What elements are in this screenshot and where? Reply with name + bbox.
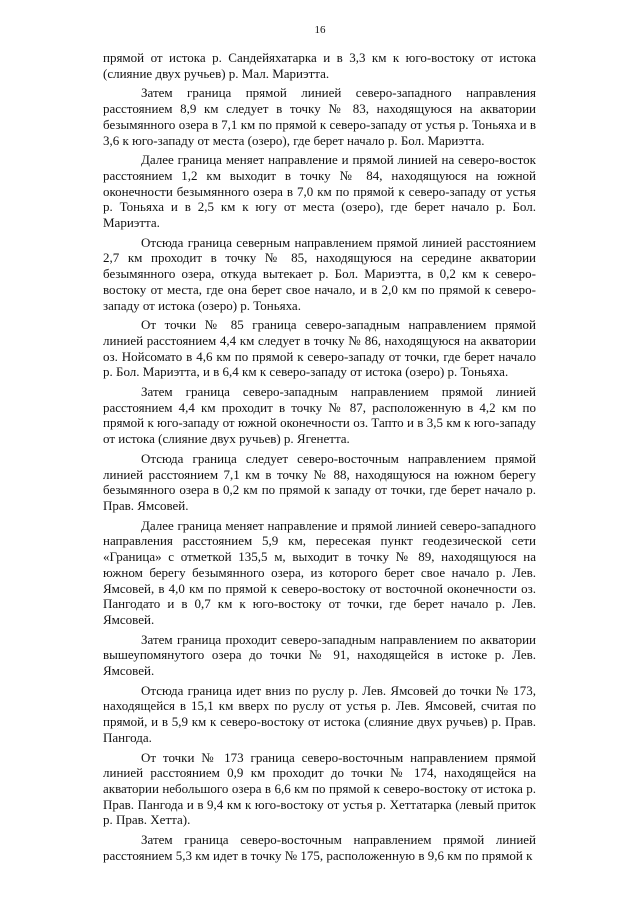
paragraph-9: Затем граница проходит северо-западным направлением по акватории вышеупомянутого озера до точки № 91, находящейся в истоке р. Лев. Ямсовей.	[103, 631, 536, 679]
paragraph-7: Отсюда граница следует северо-восточным направлением прямой линией расстоянием 7,1 км в точку № 88, находящуюся на южном берегу безымянного озера в 0,2 км по прямой к западу от точки, где берет начало р. Прав. Ямсовей.	[103, 450, 536, 513]
paragraph-3: Далее граница меняет направление и прямой линией на северо-восток расстоянием 1,2 км выходит в точку № 84, находящуюся на южной оконечности безымянного озера в 7,0 км по прямой к северо-западу от устья р. Тоньяха и в 2,5 км к югу от места (озеро), где берет начало р. Бол. Мариэтта.	[103, 152, 536, 231]
paragraph-10: Отсюда граница идет вниз по руслу р. Лев. Ямсовей до точки № 173, находящейся в 15,1 км вверх по руслу от устья р. Лев. Ямсовей, считая по прямой, и в 5,9 км к северо-востоку от истока (слияние двух ручьев) р. Прав. Пангода.	[103, 682, 536, 745]
page-number: 16	[314, 24, 326, 36]
paragraph-8: Далее граница меняет направление и прямой линией северо-западного направления расстоянием 5,9 км, пересекая пункт геодезической сети «Граница» с отметкой 135,5 м, выходит в точку № 89, находящуюся на южном берегу безымянного озера, из которого берет свое начало р. Лев. Ямсовей, в 4,0 км по прямой к северо-востоку от восточной оконечности оз. Пангодато и в 0,7 км к юго-востоку от точки, где берет начало р. Лев. Ямсовей.	[103, 517, 536, 627]
paragraph-12: Затем граница северо-восточным направлением прямой линией расстоянием 5,3 км идет в точку № 175, расположенную в 9,6 км по прямой к	[103, 832, 536, 863]
paragraph-4: Отсюда граница северным направлением прямой линией расстоянием 2,7 км проходит в точку № 85, находящуюся на середине акватории безымянного озера, откуда вытекает р. Бол. Мариэтта, в 0,2 км к северо-востоку от места, где она берет свое начало, и в 2,0 км по прямой к северо-западу от истока (озеро) р. Тоньяха.	[103, 234, 536, 313]
paragraph-6: Затем граница северо-западным направлением прямой линией расстоянием 4,4 км проходит в точку № 87, расположенную в 4,2 км по прямой к юго-западу от южной оконечности оз. Тапто и в 3,5 км к юго-западу от истока (слияние двух ручьев) р. Ягенетта.	[103, 384, 536, 447]
paragraph-5: От точки № 85 граница северо-западным направлением прямой линией расстоянием 4,4 км следует в точку № 86, находящуюся на акватории оз. Нойсомато в 4,6 км по прямой к северо-западу от точки, где берет начало р. Бол. Мариэтта, и в 6,4 км к северо-западу от истока (озеро) р. Тоньяха.	[103, 317, 536, 380]
paragraph-2: Затем граница прямой линией северо-западного направления расстоянием 8,9 км следует в точку № 83, находящуюся на акватории безымянного озера в 7,1 км по прямой к северо-западу от устья р. Тоньяха и в 3,6 к юго-западу от места (озеро), где берет начало р. Бол. Мариэтта.	[103, 85, 536, 148]
paragraph-11: От точки № 173 граница северо-восточным направлением прямой линией расстоянием 0,9 км проходит до точки № 174, находящейся на акватории небольшого озера в 6,6 км по прямой к северо-востоку от истока р. Прав. Пангода и в 9,4 км к юго-востоку от устья р. Хеттатарка (левый приток р. Прав. Хетта).	[103, 749, 536, 828]
paragraph-1: прямой от истока р. Сандейяхатарка и в 3,3 км к юго-востоку от истока (слияние двух ручьев) р. Мал. Мариэтта.	[103, 50, 536, 81]
document-body	[103, 50, 536, 867]
